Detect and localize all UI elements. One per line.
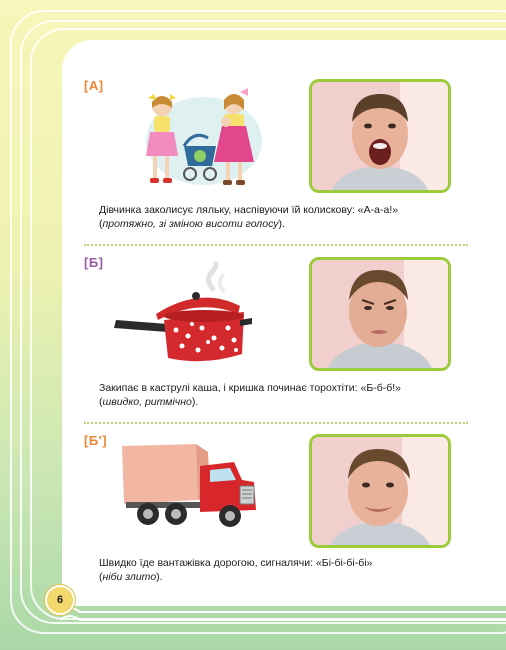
section-label-b: [Б] [84, 255, 104, 270]
boy-lips-pressed-photo [309, 257, 451, 371]
caption-b-soft-close: ). [156, 571, 163, 583]
boiling-red-pot-illustration [112, 262, 252, 366]
caption-b [99, 381, 479, 409]
bottom-wave-decoration [60, 596, 506, 626]
section-label-a: [А] [84, 78, 104, 93]
caption-b-italic: швидко, ритмічно [102, 396, 192, 408]
girls-with-doll-stroller-illustration [134, 86, 264, 194]
caption-b-soft-open: ( [99, 571, 103, 583]
boy-mouth-open-photo [309, 79, 451, 193]
caption-b-soft [99, 556, 479, 584]
boy-smiling-photo [309, 434, 451, 548]
caption-b-soft-italic: ніби злито [102, 571, 157, 583]
caption-a [99, 203, 479, 231]
caption-a-italic: протяжно, зі зміною висоти голосу [102, 218, 279, 230]
caption-a-close: ). [278, 218, 285, 230]
section-label-b-soft: [Б'] [84, 433, 108, 448]
red-truck-illustration [118, 440, 266, 532]
dotted-divider [84, 244, 468, 246]
dotted-divider [84, 422, 468, 424]
caption-b-main: Закипає в каструлі каша, і кришка починає торохтіти: «Б-б-б!» [99, 382, 402, 394]
caption-a-open: ( [99, 218, 103, 230]
caption-b-close: ). [191, 396, 199, 408]
caption-b-open: ( [99, 396, 103, 408]
page-number: 6 [45, 585, 75, 615]
caption-b-soft-main: Швидко їде вантажівка дорогою, сигналячи: «Бі-бі-бі-бі» [99, 557, 373, 569]
caption-a-main: Дівчинка заколисує ляльку, наспівуючи їй колискову: «А-а-а!» [99, 204, 399, 216]
